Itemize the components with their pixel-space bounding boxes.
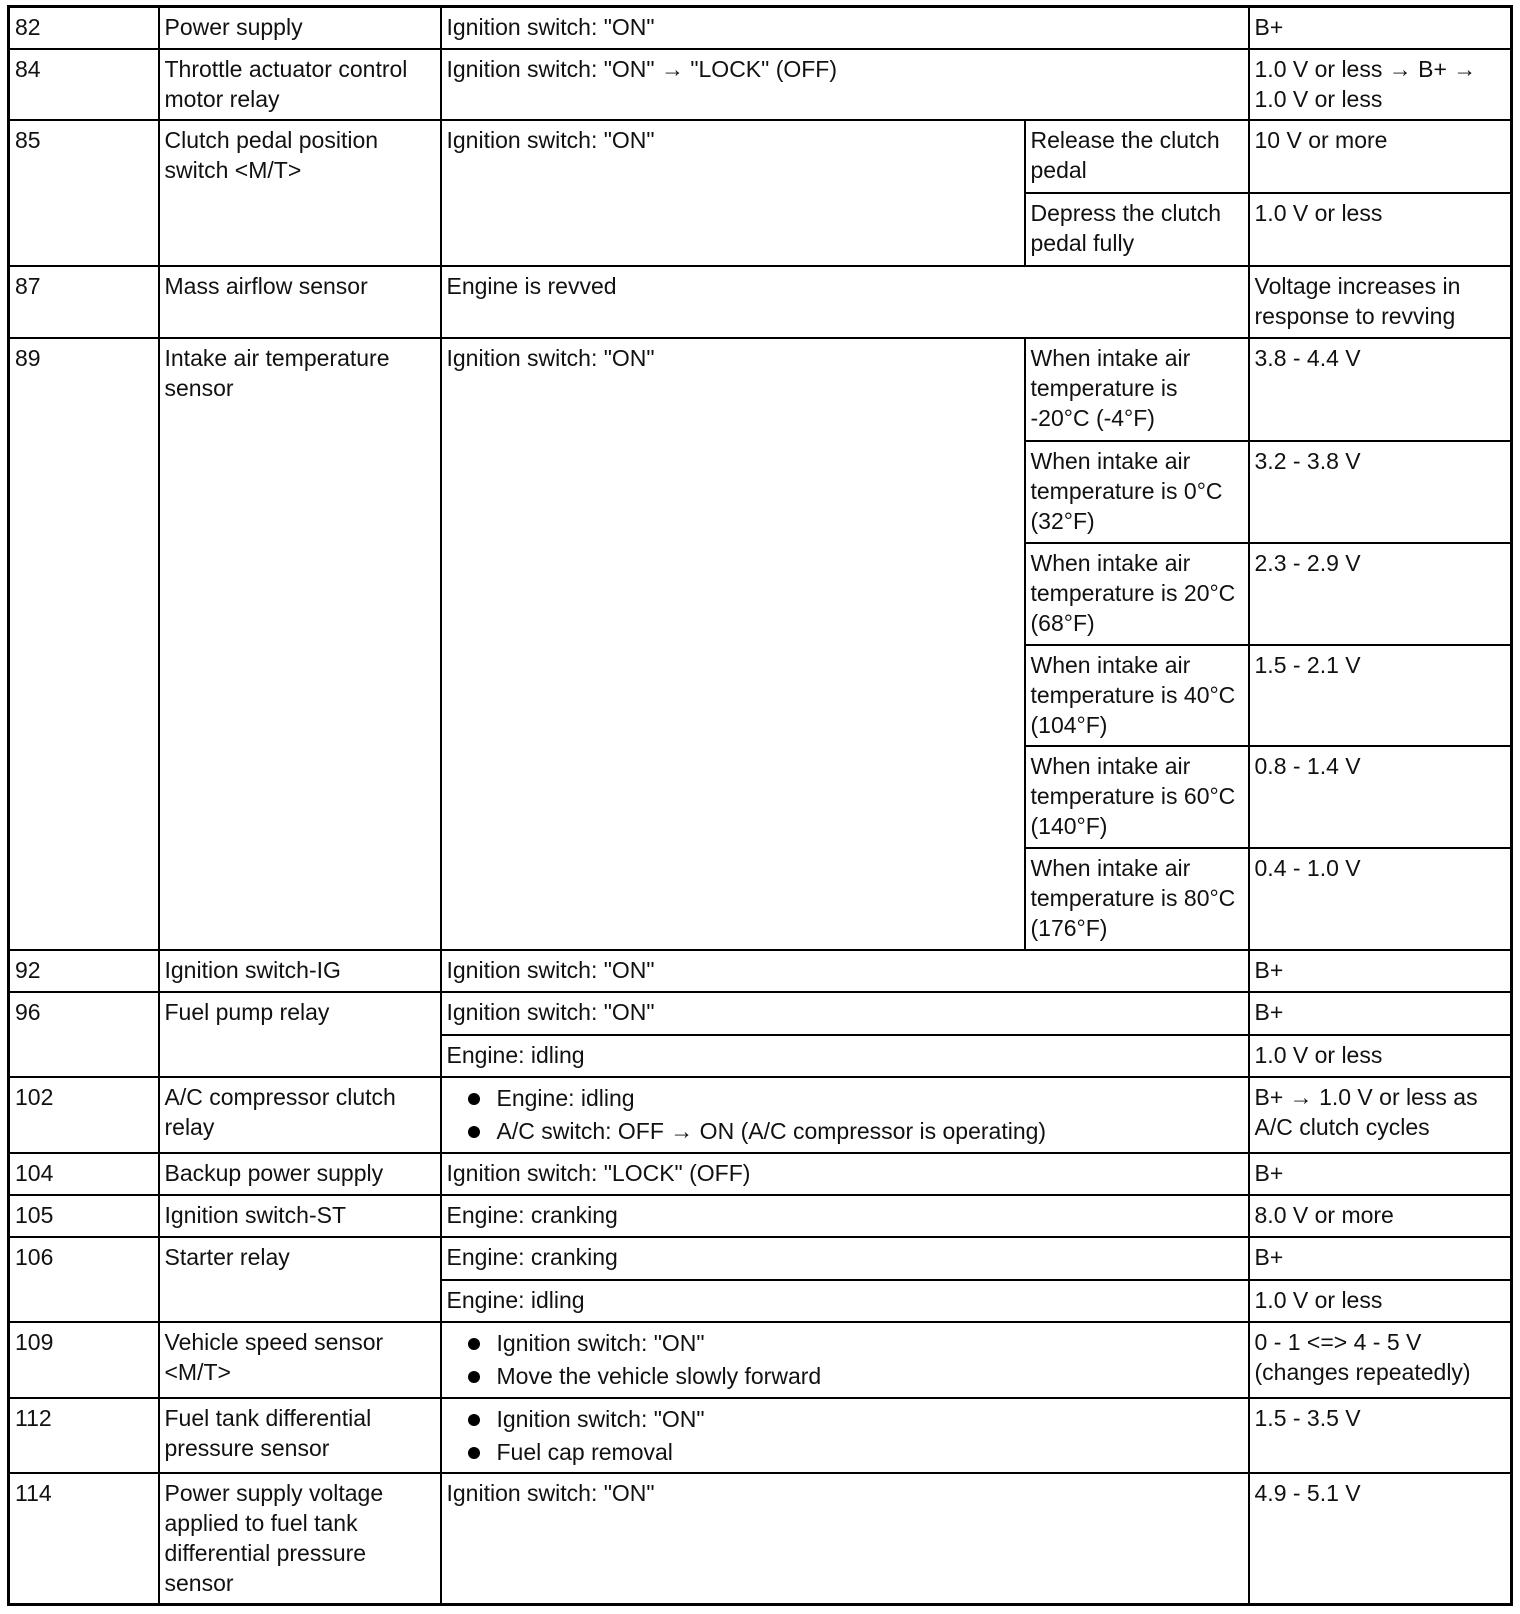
sub-condition: Release the clutch pedal [1025, 120, 1249, 193]
normal-condition: 1.0 V or less [1249, 193, 1512, 266]
table-row [9, 1398, 1512, 1474]
check-condition: Ignition switch: "ON" [441, 1473, 1249, 1604]
check-condition: Ignition switch: "ON" [441, 338, 1025, 950]
condition-list [447, 1082, 1243, 1148]
check-condition [441, 1077, 1249, 1153]
terminal-number: 114 [9, 1473, 159, 1604]
table-row [9, 338, 1512, 441]
table-row [9, 266, 1512, 339]
sub-condition: When intake air temperature is 80°C (176°F) [1025, 848, 1249, 950]
normal-condition: 2.3 - 2.9 V [1249, 543, 1512, 645]
normal-condition: 0.8 - 1.4 V [1249, 746, 1512, 848]
check-condition: Ignition switch: "ON" → "LOCK" (OFF) [441, 49, 1249, 121]
table-row [9, 1473, 1512, 1604]
check-condition [441, 1322, 1249, 1398]
normal-condition: 3.2 - 3.8 V [1249, 441, 1512, 543]
normal-condition: 0 - 1 <=> 4 - 5 V (changes repeatedly) [1249, 1322, 1512, 1398]
normal-condition: B+ [1249, 7, 1512, 49]
normal-condition: B+ [1249, 992, 1512, 1034]
bullet-item: Ignition switch: "ON" [465, 1403, 1243, 1436]
sub-condition: When intake air temperature is 0°C (32°F) [1025, 441, 1249, 543]
terminal-number: 112 [9, 1398, 159, 1474]
normal-condition: 10 V or more [1249, 120, 1512, 193]
normal-condition: 1.0 V or less [1249, 1280, 1512, 1322]
normal-condition: 1.0 V or less → B+ → 1.0 V or less [1249, 49, 1512, 121]
terminal-number: 109 [9, 1322, 159, 1398]
normal-condition: 4.9 - 5.1 V [1249, 1473, 1512, 1604]
table-row [9, 120, 1512, 193]
terminal-number: 85 [9, 120, 159, 265]
check-condition: Engine: idling [441, 1035, 1249, 1077]
bullet-item: Engine: idling [465, 1082, 1243, 1115]
check-item: Clutch pedal position switch <M/T> [159, 120, 441, 265]
check-condition: Engine is revved [441, 266, 1249, 339]
check-item: Fuel tank differential pressure sensor [159, 1398, 441, 1474]
check-item: Intake air temperature sensor [159, 338, 441, 950]
bullet-item: Ignition switch: "ON" [465, 1327, 1243, 1360]
normal-condition: 3.8 - 4.4 V [1249, 338, 1512, 441]
check-item: Mass airflow sensor [159, 266, 441, 339]
table-row [9, 1322, 1512, 1398]
condition-list [447, 1327, 1243, 1393]
check-item: Power supply [159, 7, 441, 49]
terminal-number: 102 [9, 1077, 159, 1153]
sub-condition: When intake air temperature is 20°C (68°F) [1025, 543, 1249, 645]
terminal-voltage-table [7, 5, 1513, 1606]
condition-list [447, 1403, 1243, 1469]
normal-condition: 1.5 - 2.1 V [1249, 645, 1512, 747]
check-item: Backup power supply [159, 1153, 441, 1195]
check-condition: Ignition switch: "ON" [441, 7, 1249, 49]
terminal-number: 106 [9, 1237, 159, 1322]
bullet-item: Move the vehicle slowly forward [465, 1360, 1243, 1393]
terminal-number: 84 [9, 49, 159, 121]
normal-condition: 0.4 - 1.0 V [1249, 848, 1512, 950]
check-item: Fuel pump relay [159, 992, 441, 1077]
table-row [9, 7, 1512, 49]
table-row [9, 1195, 1512, 1237]
normal-condition: 1.5 - 3.5 V [1249, 1398, 1512, 1474]
check-condition: Engine: idling [441, 1280, 1249, 1322]
check-condition: Engine: cranking [441, 1195, 1249, 1237]
check-item: Power supply voltage applied to fuel tank differential pressure sensor [159, 1473, 441, 1604]
normal-condition: Voltage increases in response to revving [1249, 266, 1512, 339]
sub-condition: When intake air temperature is 40°C (104°F) [1025, 645, 1249, 747]
bullet-item: A/C switch: OFF → ON (A/C compressor is operating) [465, 1115, 1243, 1148]
sub-condition: When intake air temperature is -20°C (-4°F) [1025, 338, 1249, 441]
terminal-number: 105 [9, 1195, 159, 1237]
normal-condition: 8.0 V or more [1249, 1195, 1512, 1237]
sub-condition: Depress the clutch pedal fully [1025, 193, 1249, 266]
terminal-number: 92 [9, 950, 159, 992]
normal-condition: B+ [1249, 950, 1512, 992]
terminal-number: 89 [9, 338, 159, 950]
bullet-item: Fuel cap removal [465, 1436, 1243, 1469]
check-item: Ignition switch-ST [159, 1195, 441, 1237]
check-item: Starter relay [159, 1237, 441, 1322]
table-row [9, 1077, 1512, 1153]
table-row [9, 49, 1512, 121]
terminal-number: 82 [9, 7, 159, 49]
check-item: Throttle actuator control motor relay [159, 49, 441, 121]
normal-condition: B+ → 1.0 V or less as A/C clutch cycles [1249, 1077, 1512, 1153]
table-row [9, 950, 1512, 992]
terminal-number: 87 [9, 266, 159, 339]
check-item: A/C compressor clutch relay [159, 1077, 441, 1153]
check-condition: Ignition switch: "ON" [441, 120, 1025, 265]
table-row [9, 1237, 1512, 1279]
check-condition: Ignition switch: "ON" [441, 992, 1249, 1034]
check-condition: Engine: cranking [441, 1237, 1249, 1279]
normal-condition: B+ [1249, 1237, 1512, 1279]
normal-condition: 1.0 V or less [1249, 1035, 1512, 1077]
sub-condition: When intake air temperature is 60°C (140°F) [1025, 746, 1249, 848]
check-condition [441, 1398, 1249, 1474]
check-item: Ignition switch-IG [159, 950, 441, 992]
normal-condition: B+ [1249, 1153, 1512, 1195]
terminal-number: 104 [9, 1153, 159, 1195]
table-row [9, 1153, 1512, 1195]
check-item: Vehicle speed sensor <M/T> [159, 1322, 441, 1398]
terminal-number: 96 [9, 992, 159, 1077]
check-condition: Ignition switch: "LOCK" (OFF) [441, 1153, 1249, 1195]
table-row [9, 992, 1512, 1034]
check-condition: Ignition switch: "ON" [441, 950, 1249, 992]
